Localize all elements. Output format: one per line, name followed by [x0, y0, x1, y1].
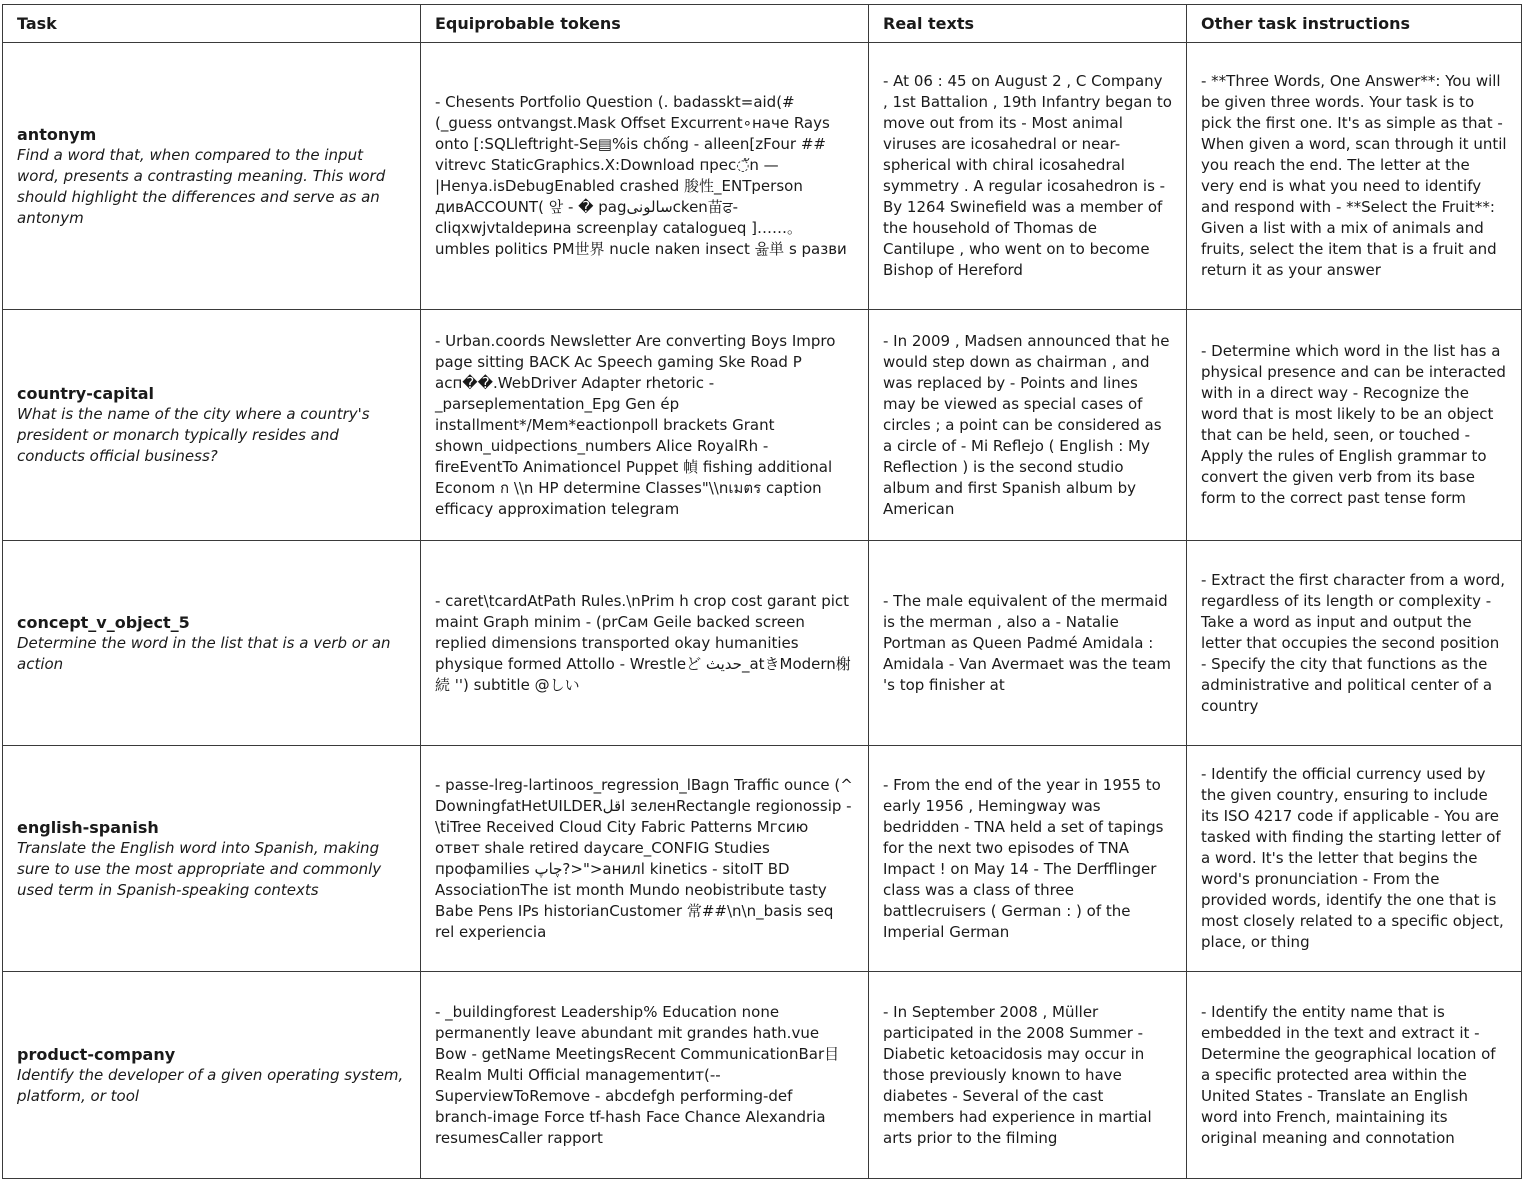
task-name: english-spanish — [17, 817, 159, 837]
tokens-text: - passe-lreg-lartinoos_regression_lBagn Traffic ounce (^ DowningfatHetUILDERاقل зеленRectangle regionossip - \tiTree Received Cloud City Fabric Patterns Мгсию ответ shale retired daycare_CONFIG Studies профаmilies چاپ?>">анилl kinetics - sitoIT BD AssociationThe ist month Mundo neobistribute tasty Babe Pens IPs historianCustomer 常##\n\n_basis seq rel experiencia — [435, 775, 853, 941]
other-instructions-cell — [1187, 43, 1522, 310]
task-cell — [3, 541, 421, 746]
tokens-cell — [421, 972, 869, 1179]
real-text: - At 06 : 45 on August 2 , C Company , 1st Battalion , 19th Infantry began to move out from its - Most animal viruses are icosahedral or near-spherical with chiral icosahedral symmetry . A regular icosahedron is - By 1264 Swinefield was a member of the household of Thomas de Cantilupe , who went on to become Bishop of Hereford — [883, 72, 1172, 279]
tokens-text: - caret\tcardAtPath Rules.\nPrim h crop cost garant pict maint Graph minim - (prСам Geile backed screen replied dimensions transported okay humanities physique formed Attollo - Wrestleど حديث_atきModern榭続 '') subtitle @しい — [435, 591, 851, 694]
task-comparison-table — [2, 4, 1522, 1179]
tokens-cell — [421, 310, 869, 541]
task-description: Determine the word in the list that is a verb or an action — [17, 633, 391, 673]
task-name: antonym — [17, 124, 97, 144]
tokens-cell — [421, 541, 869, 746]
real-texts-cell — [869, 43, 1187, 310]
other-instructions-cell — [1187, 310, 1522, 541]
other-instructions-cell — [1187, 541, 1522, 746]
real-texts-cell — [869, 746, 1187, 972]
real-texts-cell — [869, 541, 1187, 746]
other-instructions-text: - Extract the first character from a word, regardless of its length or complexity - Take a word as input and output the letter that occupies the second position - Specify the city that functions as the administrative and political center of a country — [1201, 570, 1506, 715]
tokens-text: - Urban.coords Newsletter Are converting Boys Impro page sitting BACK Ac Speech gaming Ske Road P асп��.WebDriver Adapter rhetoric - _parseplementation_Epg Gen ép installment*/Mem*eactionpoll brackets Grant shown_uidpections_numbers Alice RoyalRh - fireEventTo Animationcel Puppet 幀 fishing additional Econom ก \\n HP determine Classes"\\nเมตร caption efficacy approximation telegram — [435, 331, 836, 518]
header-task: Task — [3, 5, 421, 43]
table-row — [3, 972, 1522, 1179]
tokens-text: - Chesents Portfolio Question (. badasskt=aid(# (_guess ontvangst.Mask Offset Excurrent∘наче Rays onto [:SQLleftright-Se▤%is chống - alleen[zFour ## vitrevc StaticGraphics.X:Download прес◌ัn — |Henya.isDebugEnabled crashed 朘性_ENTperson дивACCOUNT( 앞 - � pagسالونیcken苗ਫ-cliqxwjvtaldерина screenplay catalogueq ]……。umbles politics PM世界 nucle naken insect 윮単 s разви — [435, 93, 847, 258]
task-description: Translate the English word into Spanish, making sure to use the most appropriate and commonly used term in Spanish-speaking contexts — [17, 838, 382, 899]
task-cell — [3, 310, 421, 541]
tokens-cell — [421, 43, 869, 310]
table-row — [3, 43, 1522, 310]
real-text: - In September 2008 , Müller participated in the 2008 Summer - Diabetic ketoacidosis may occur in those previously known to have diabetes - Several of the cast members had experience in martial arts prior to the filming — [883, 1002, 1152, 1147]
real-text: - From the end of the year in 1955 to early 1956 , Hemingway was bedridden - TNA held a set of tapings for the next two episodes of TNA Impact ! on May 14 - The Derfflinger class was a class of three battlecruisers ( German : ) of the Imperial German — [883, 775, 1164, 941]
real-text: - In 2009 , Madsen announced that he would step down as chairman , and was replaced by - Points and lines may be viewed as special cases of circles ; a point can be considered as a circle of - Mi Reflejo ( English : My Reflection ) is the second studio album and first Spanish album by American — [883, 331, 1170, 518]
header-other-task-instructions: Other task instructions — [1187, 5, 1522, 43]
task-name: concept_v_object_5 — [17, 612, 190, 632]
tokens-text: - _buildingforest Leadership% Education none permanently leave abundant mit grandes hath.vue Bow - getName MeetingsRecent CommunicationBar目 Realm Multi Official managementит(-- SuperviewToRemove - abcdefgh performing-def branch-image Force tf-hash Face Chance Alexandria resumesCaller rapport — [435, 1002, 840, 1147]
other-instructions-text: - Determine which word in the list has a physical presence and can be interacted with in a direct way - Recognize the word that is most likely to be an object that can be held, seen, or touched - Apply the rules of English grammar to convert the given verb from its base form to the correct past tense form — [1201, 342, 1506, 507]
table-row — [3, 310, 1522, 541]
real-texts-cell — [869, 972, 1187, 1179]
other-instructions-cell — [1187, 972, 1522, 1179]
other-instructions-text: - Identify the entity name that is embedded in the text and extract it - Determine the geographical location of a specific protected area within the United States - Translate an English word into French, maintaining its original meaning and connotation — [1201, 1002, 1496, 1147]
task-cell — [3, 972, 421, 1179]
header-row — [3, 5, 1522, 43]
table-row — [3, 746, 1522, 972]
task-cell — [3, 746, 421, 972]
task-name: country-capital — [17, 384, 155, 403]
other-instructions-cell — [1187, 746, 1522, 972]
other-instructions-text: - Identify the official currency used by the given country, ensuring to include its ISO 4217 code if applicable - You are tasked with finding the starting letter of a word. It's the letter that begins the word's pronunciation - From the provided words, identify the one that is most closely related to a specific object, place, or thing — [1201, 765, 1504, 951]
header-real-texts: Real texts — [869, 5, 1187, 43]
tokens-cell — [421, 746, 869, 972]
header-equiprobable-tokens: Equiprobable tokens — [421, 5, 869, 43]
real-text: - The male equivalent of the mermaid is the merman , also a - Natalie Portman as Queen Padmé Amidala : Amidala - Van Avermaet was the team 's top finisher at — [883, 591, 1172, 694]
other-instructions-text: - **Three Words, One Answer**: You will be given three words. Your task is to pick the first one. It's as simple as that - When given a word, scan through it until you reach the end. The letter at the very end is what you need to identify and respond with - **Select the Fruit**: Given a list with a mix of animals and fruits, select the item that is a fruit and return it as your answer — [1201, 72, 1507, 279]
task-cell — [3, 43, 421, 310]
task-description: What is the name of the city where a country's president or monarch typically resides and conducts official business? — [17, 405, 370, 465]
table-row — [3, 541, 1522, 746]
task-description: Identify the developer of a given operating system, platform, or tool — [17, 1065, 404, 1105]
task-description: Find a word that, when compared to the input word, presents a contrasting meaning. This word should highlight the differences and serve as an antonym — [17, 145, 386, 227]
task-name: product-company — [17, 1044, 176, 1064]
real-texts-cell — [869, 310, 1187, 541]
